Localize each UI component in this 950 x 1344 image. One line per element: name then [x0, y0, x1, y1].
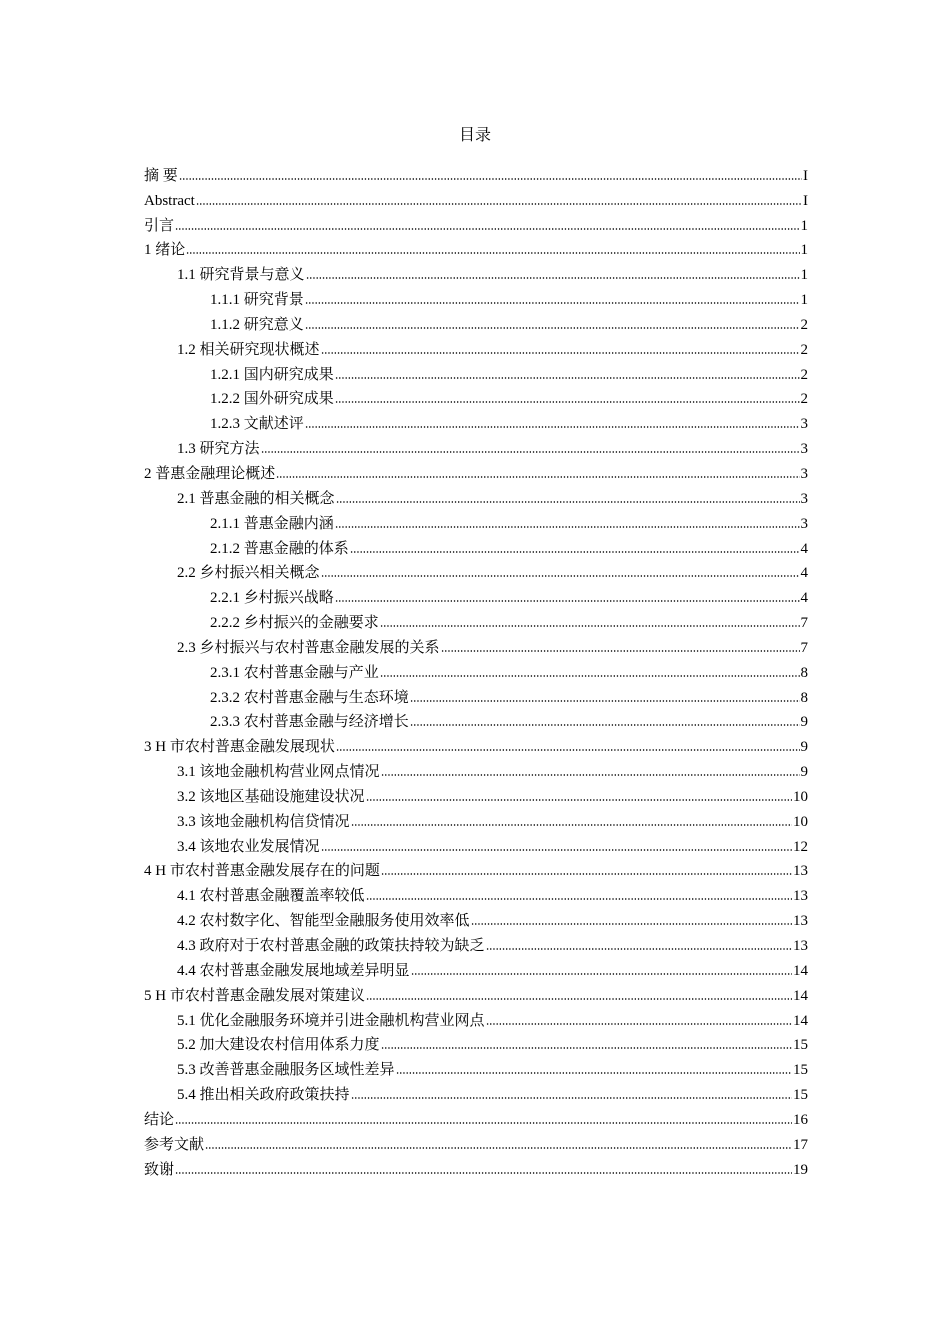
toc-entry-page-number: 13 — [793, 888, 808, 905]
toc-entry[interactable] — [144, 731, 808, 756]
toc-entry[interactable] — [144, 309, 808, 334]
toc-entry[interactable] — [144, 558, 808, 583]
toc-entry-label: Abstract — [144, 192, 195, 209]
toc-entry-page-number: 1 — [800, 267, 808, 284]
toc-entry-label: 2.1 普惠金融的相关概念 — [177, 490, 335, 507]
toc-entry-label: 3.4 该地农业发展情况 — [177, 838, 320, 855]
toc-dot-leader — [410, 723, 800, 727]
toc-entry-label: 3.1 该地金融机构营业网点情况 — [177, 764, 380, 781]
toc-entry[interactable] — [144, 806, 808, 831]
toc-dot-leader — [381, 773, 800, 777]
toc-dot-leader — [321, 351, 800, 355]
toc-entry[interactable] — [144, 1154, 808, 1179]
toc-entry-page-number: 8 — [800, 689, 808, 706]
toc-dot-leader — [366, 997, 792, 1001]
toc-dot-leader — [335, 376, 800, 380]
toc-entry-page-number: 2 — [800, 316, 808, 333]
toc-entry[interactable] — [144, 756, 808, 781]
toc-dot-leader — [381, 1046, 792, 1050]
toc-entry-label: 2.2 乡村振兴相关概念 — [177, 565, 320, 582]
toc-entry[interactable] — [144, 905, 808, 930]
toc-entry[interactable] — [144, 657, 808, 682]
toc-entry-page-number: 4 — [800, 590, 808, 607]
toc-dot-leader — [335, 525, 800, 529]
toc-entry-page-number: 2 — [800, 366, 808, 383]
toc-entry[interactable] — [144, 1030, 808, 1055]
toc-entry[interactable] — [144, 408, 808, 433]
toc-entry[interactable] — [144, 1054, 808, 1079]
toc-entry-label: 5 H 市农村普惠金融发展对策建议 — [144, 987, 365, 1004]
toc-entry[interactable] — [144, 632, 808, 657]
toc-entry-page-number: 15 — [793, 1062, 808, 1079]
toc-entry-page-number: 3 — [800, 441, 808, 458]
toc-entry-label: 2 普惠金融理论概述 — [144, 465, 276, 482]
toc-entry-label: 1.3 研究方法 — [177, 441, 260, 458]
toc-entry-page-number: 1 — [800, 292, 808, 309]
toc-dot-leader — [179, 177, 802, 181]
toc-dot-leader — [380, 624, 800, 628]
toc-entry[interactable] — [144, 433, 808, 458]
toc-entry[interactable] — [144, 781, 808, 806]
toc-dot-leader — [441, 649, 800, 653]
toc-entry[interactable] — [144, 533, 808, 558]
toc-entry-label: 摘 要 — [144, 167, 178, 184]
toc-entry[interactable] — [144, 831, 808, 856]
toc-entry-label: 2.3.1 农村普惠金融与产业 — [210, 664, 379, 681]
toc-entry-label: 1.2.3 文献述评 — [210, 416, 304, 433]
toc-entry-page-number: 13 — [793, 863, 808, 880]
toc-entry-label: 4 H 市农村普惠金融发展存在的问题 — [144, 863, 380, 880]
toc-entry-label: 结论 — [144, 1111, 175, 1128]
toc-entry-label: 4.3 政府对于农村普惠金融的政策扶持较为缺乏 — [177, 938, 485, 954]
toc-entry-label: 1 绪论 — [144, 242, 186, 259]
toc-entry[interactable] — [144, 235, 808, 260]
toc-entry-label: 2.1.2 普惠金融的体系 — [210, 540, 349, 557]
toc-entry-page-number: 19 — [793, 1161, 808, 1178]
toc-title: 目录 — [458, 127, 491, 144]
toc-entry-page-number: 7 — [800, 615, 808, 632]
toc-entry[interactable] — [144, 359, 808, 384]
toc-entry-page-number: 2 — [800, 341, 808, 358]
toc-entry-label: 参考文献 — [144, 1136, 205, 1153]
toc-entry-page-number: 9 — [800, 714, 808, 731]
toc-entry[interactable] — [144, 1104, 808, 1129]
toc-entry-label: 2.2.1 乡村振兴战略 — [210, 590, 334, 607]
toc-dot-leader — [366, 798, 792, 802]
toc-dot-leader — [305, 326, 800, 330]
toc-dot-leader — [486, 947, 792, 951]
toc-entry[interactable] — [144, 707, 808, 732]
toc-entry[interactable] — [144, 185, 808, 210]
toc-entry-label: 1.2 相关研究现状概述 — [177, 341, 320, 358]
toc-dot-leader — [410, 699, 800, 703]
toc-entry-label: 2.3 乡村振兴与农村普惠金融发展的关系 — [177, 639, 440, 656]
toc-dot-leader — [335, 400, 800, 404]
toc-entry[interactable] — [144, 1129, 808, 1154]
toc-entry-page-number: 12 — [793, 838, 808, 855]
toc-entry[interactable] — [144, 1079, 808, 1104]
toc-entry[interactable] — [144, 210, 808, 235]
toc-entry-label: 致谢 — [144, 1161, 175, 1178]
toc-entry-label: 5.2 加大建设农村信用体系力度 — [177, 1037, 380, 1054]
toc-entry-page-number: 1 — [800, 242, 808, 259]
toc-entry-label: 3.2 该地区基础设施建设状况 — [177, 788, 365, 805]
toc-entry-page-number: 13 — [793, 938, 808, 954]
toc-entry-page-number: 10 — [793, 813, 808, 830]
toc-entry-label: 引言 — [144, 217, 175, 234]
toc-entry[interactable] — [144, 1005, 808, 1030]
toc-entry-page-number: 15 — [793, 1087, 808, 1104]
toc-dot-leader — [306, 276, 800, 280]
toc-entry-page-number: 7 — [800, 639, 808, 656]
toc-dot-leader — [175, 227, 799, 231]
toc-entry-page-number: 4 — [800, 565, 808, 582]
toc-entry-label: 5.1 优化金融服务环境并引进金融机构营业网点 — [177, 1012, 485, 1029]
toc-entry-page-number: 1 — [800, 217, 808, 234]
toc-dot-leader — [336, 748, 800, 752]
toc-entry-label: 2.3.3 农村普惠金融与经济增长 — [210, 714, 409, 731]
toc-entry-page-number: 3 — [800, 490, 808, 507]
toc-entry-page-number: 16 — [793, 1111, 808, 1128]
toc-entry-label: 2.2.2 乡村振兴的金融要求 — [210, 615, 379, 632]
toc-entry[interactable] — [144, 483, 808, 508]
toc-dot-leader — [305, 301, 800, 305]
toc-entry-label: 2.3.2 农村普惠金融与生态环境 — [210, 689, 409, 706]
toc-entry-label: 4.2 农村数字化、智能型金融服务使用效率低 — [177, 913, 470, 930]
toc-entry-page-number: 14 — [793, 962, 808, 979]
toc-dot-leader — [205, 1146, 792, 1150]
toc-entry-page-number: 4 — [800, 540, 808, 557]
toc-entry[interactable] — [144, 160, 808, 185]
toc-dot-leader — [305, 425, 800, 429]
toc-entry-page-number: 15 — [793, 1037, 808, 1054]
toc-entry-label: 3 H 市农村普惠金融发展现状 — [144, 739, 335, 756]
toc-dot-leader — [196, 202, 802, 206]
toc-entry[interactable] — [144, 880, 808, 905]
toc-dot-leader — [335, 599, 800, 603]
toc-dot-leader — [351, 1096, 792, 1100]
toc-entry-label: 1.1.1 研究背景 — [210, 292, 304, 309]
toc-entry-page-number: 9 — [800, 739, 808, 756]
toc-dot-leader — [351, 823, 792, 827]
toc-entry-label: 4.4 农村普惠金融发展地域差异明显 — [177, 962, 410, 979]
toc-entry[interactable] — [144, 955, 808, 980]
toc-dot-leader — [380, 674, 800, 678]
toc-entry-page-number: 8 — [800, 664, 808, 681]
toc-dot-leader — [381, 872, 792, 876]
toc-entry-label: 5.3 改善普惠金融服务区域性差异 — [177, 1062, 395, 1079]
toc-entry-label: 1.2.2 国外研究成果 — [210, 391, 334, 408]
toc-entry[interactable] — [144, 284, 808, 309]
toc-entry-label: 2.1.1 普惠金融内涵 — [210, 515, 334, 532]
toc-entry-page-number: 17 — [793, 1136, 808, 1153]
toc-entry[interactable] — [144, 930, 808, 955]
toc-entry-page-number: 10 — [793, 788, 808, 805]
toc-entry-page-number: I — [803, 192, 808, 209]
toc-entry[interactable] — [144, 582, 808, 607]
toc-entry-label: 4.1 农村普惠金融覆盖率较低 — [177, 888, 365, 905]
toc-entry-label: 1.2.1 国内研究成果 — [210, 366, 334, 383]
toc-entry-label: 1.1 研究背景与意义 — [177, 267, 305, 284]
toc-entry[interactable] — [144, 334, 808, 359]
toc-dot-leader — [321, 848, 792, 852]
toc-entry[interactable] — [144, 607, 808, 632]
toc-dot-leader — [276, 475, 799, 479]
toc-dot-leader — [366, 897, 792, 901]
toc-entry[interactable] — [144, 856, 808, 881]
toc-entry-label: 1.1.2 研究意义 — [210, 316, 304, 333]
toc-entry-page-number: 14 — [793, 987, 808, 1004]
toc-dot-leader — [175, 1121, 792, 1125]
toc-entry[interactable] — [144, 682, 808, 707]
toc-entry-page-number: 3 — [800, 416, 808, 433]
toc-dot-leader — [175, 1171, 792, 1175]
toc-entry[interactable] — [144, 458, 808, 483]
toc-entry[interactable] — [144, 259, 808, 284]
toc-dot-leader — [336, 500, 800, 504]
toc-dot-leader — [350, 550, 800, 554]
toc-entry-page-number: 13 — [793, 913, 808, 930]
toc-dot-leader — [396, 1071, 792, 1075]
toc-dot-leader — [186, 251, 799, 255]
toc-entry[interactable] — [144, 980, 808, 1005]
toc-list — [144, 160, 808, 1179]
toc-entry-page-number: I — [803, 167, 808, 184]
toc-entry-page-number: 14 — [793, 1012, 808, 1029]
toc-entry-label: 3.3 该地金融机构信贷情况 — [177, 813, 350, 830]
toc-entry[interactable] — [144, 508, 808, 533]
toc-dot-leader — [486, 1022, 792, 1026]
toc-dot-leader — [321, 574, 800, 578]
toc-entry-page-number: 9 — [800, 764, 808, 781]
toc-entry-page-number: 2 — [800, 391, 808, 408]
toc-entry[interactable] — [144, 384, 808, 409]
toc-dot-leader — [471, 922, 792, 926]
toc-entry-page-number: 3 — [800, 515, 808, 532]
toc-entry-label: 5.4 推出相关政府政策扶持 — [177, 1087, 350, 1104]
toc-dot-leader — [411, 972, 792, 976]
toc-dot-leader — [261, 450, 800, 454]
toc-entry-page-number: 3 — [800, 465, 808, 482]
